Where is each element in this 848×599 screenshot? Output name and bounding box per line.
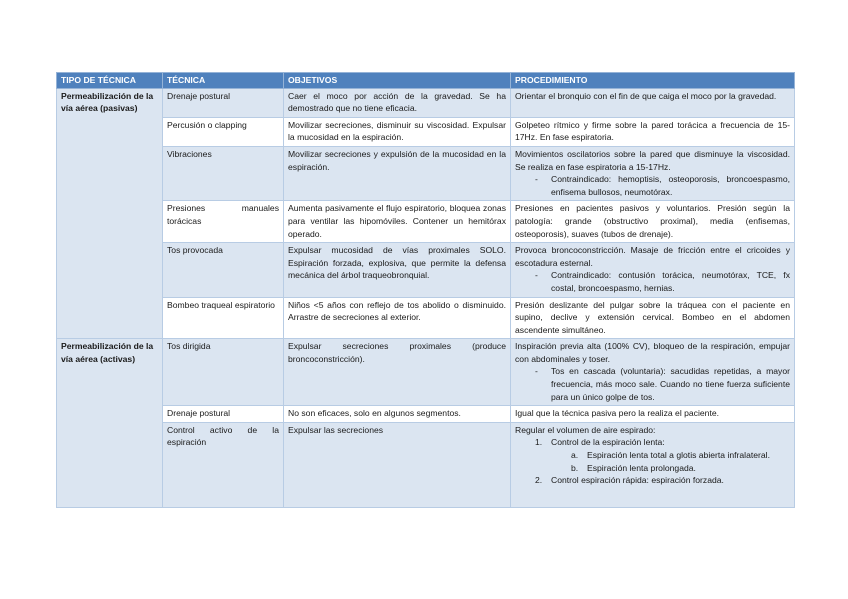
procedimiento-cell: Presión deslizante del pulgar sobre la tráquea con el paciente en supino, declive y extensión cervical. Bombeo en el abdomen ascendente simultáneo.	[511, 297, 795, 339]
tecnica-cell: Tos dirigida	[163, 339, 284, 406]
numbered-item-text: Control de la espiración lenta:	[551, 437, 665, 448]
header-tecnica: TÉCNICA	[163, 73, 284, 89]
header-row	[57, 73, 795, 89]
procedimiento-cell: Igual que la técnica pasiva pero la realiza el paciente.	[511, 406, 795, 423]
lettered-item	[515, 449, 790, 462]
group-pasivas: Permeabilización de la vía aérea (pasivas)	[57, 88, 163, 339]
dash-bullet: -	[535, 270, 538, 281]
item-letter: b.	[571, 462, 579, 473]
header-objetivos: OBJETIVOS	[284, 73, 511, 89]
objetivos-cell: Expulsar secreciones proximales (produce broncoconstricción).	[284, 339, 511, 406]
tecnica-cell: Control activo de la espiración	[163, 422, 284, 507]
sub-item	[515, 365, 790, 403]
item-letter: a.	[571, 450, 579, 461]
procedimiento-text: Movimientos oscilatorios sobre la pared que disminuye la viscosidad. Se realiza en fase espiratoria a 15-17Hz.	[515, 148, 790, 172]
numbered-item	[515, 436, 790, 449]
lettered-item	[515, 462, 790, 475]
table-row	[57, 88, 795, 117]
procedimiento-text: Inspiración previa alta (100% CV), bloqueo de la respiración, empujar con abdominales y toser.	[515, 341, 790, 364]
sub-item-text: Tos en cascada (voluntaria): sacudidas repetidas, a mayor frecuencia, más moco sale. Cuando no tiene fuerza suficiente para un único golpe de tos.	[551, 366, 790, 402]
objetivos-cell: No son eficaces, solo en algunos segmentos.	[284, 406, 511, 423]
procedimiento-cell	[511, 422, 795, 507]
procedimiento-cell	[511, 146, 795, 200]
objetivos-cell: Caer el moco por acción de la gravedad. Se ha demostrado que no tiene eficacia.	[284, 88, 511, 117]
header-procedimiento: PROCEDIMIENTO	[511, 73, 795, 89]
procedimiento-cell: Presiones en pacientes pasivos y voluntarios. Presión según la patología: grande (obstructivo proximal), media (enfisemas, osteoporosis), suaves (tubos de drenaje).	[511, 201, 795, 243]
contraindication-item	[515, 269, 790, 294]
table-row	[57, 422, 795, 507]
procedimiento-cell	[511, 339, 795, 406]
procedimiento-cell: Orientar el bronquio con el fin de que caiga el moco por la gravedad.	[511, 88, 795, 117]
tecnica-cell: Tos provocada	[163, 243, 284, 297]
table-row	[57, 406, 795, 423]
contraindication-text: Contraindicado: contusión torácica, neumotórax, TCE, fx costal, broncoespasmo, hernias.	[551, 270, 790, 293]
objetivos-cell: Movilizar secreciones y expulsión de la mucosidad en la espiración.	[284, 146, 511, 200]
table-row	[57, 297, 795, 339]
tecnica-cell: Percusión o clapping	[163, 117, 284, 146]
objetivos-cell: Aumenta pasivamente el flujo espiratorio, bloquea zonas para ventilar las hipomóviles. Contener un hemitórax operado.	[284, 201, 511, 243]
procedimiento-cell	[511, 243, 795, 297]
table-row	[57, 201, 795, 243]
lettered-item-text: Espiración lenta total a glotis abierta infralateral.	[587, 450, 770, 461]
contraindication-text: Contraindicado: hemoptisis, osteoporosis, broncoespasmo, enfisema bullosos, neumotórax.	[551, 174, 790, 197]
item-number: 2.	[535, 475, 543, 486]
table-row	[57, 339, 795, 406]
numbered-item	[515, 474, 790, 505]
tecnica-cell: Bombeo traqueal espiratorio	[163, 297, 284, 339]
dash-bullet: -	[535, 366, 538, 377]
objetivos-cell: Niños <5 años con reflejo de tos abolido o disminuido. Arrastre de secreciones al exterior.	[284, 297, 511, 339]
header-tipo: TIPO DE TÉCNICA	[57, 73, 163, 89]
techniques-table	[56, 72, 795, 508]
table-row	[57, 117, 795, 146]
objetivos-cell: Expulsar mucosidad de vías proximales SOLO. Espiración forzada, explosiva, que permite la defensa mecánica del árbol traqueobronquial.	[284, 243, 511, 297]
objetivos-cell: Expulsar las secreciones	[284, 422, 511, 507]
tecnica-cell: Vibraciones	[163, 146, 284, 200]
table-row	[57, 146, 795, 200]
tecnica-cell: Drenaje postural	[163, 406, 284, 423]
dash-bullet: -	[535, 174, 538, 185]
item-number: 1.	[535, 437, 543, 448]
procedimiento-cell: Golpeteo rítmico y firme sobre la pared torácica a frecuencia de 15-17Hz. En fase espiratoria.	[511, 117, 795, 146]
tecnica-cell: Presiones manuales torácicas	[163, 201, 284, 243]
contraindication-item	[515, 173, 790, 198]
procedimiento-text: Provoca broncoconstricción. Masaje de fricción entre el cricoides y escotadura esternal.	[515, 245, 790, 268]
numbered-item-text: Control espiración rápida: espiración forzada.	[551, 475, 724, 486]
lettered-item-text: Espiración lenta prolongada.	[587, 462, 696, 473]
tecnica-cell: Drenaje postural	[163, 88, 284, 117]
group-activas: Permeabilización de la vía aérea (activas)	[57, 339, 163, 508]
objetivos-cell: Movilizar secreciones, disminuir su viscosidad. Expulsar la mucosidad en la espiración.	[284, 117, 511, 146]
table-row	[57, 243, 795, 297]
procedimiento-text: Regular el volumen de aire espirado:	[515, 424, 656, 435]
